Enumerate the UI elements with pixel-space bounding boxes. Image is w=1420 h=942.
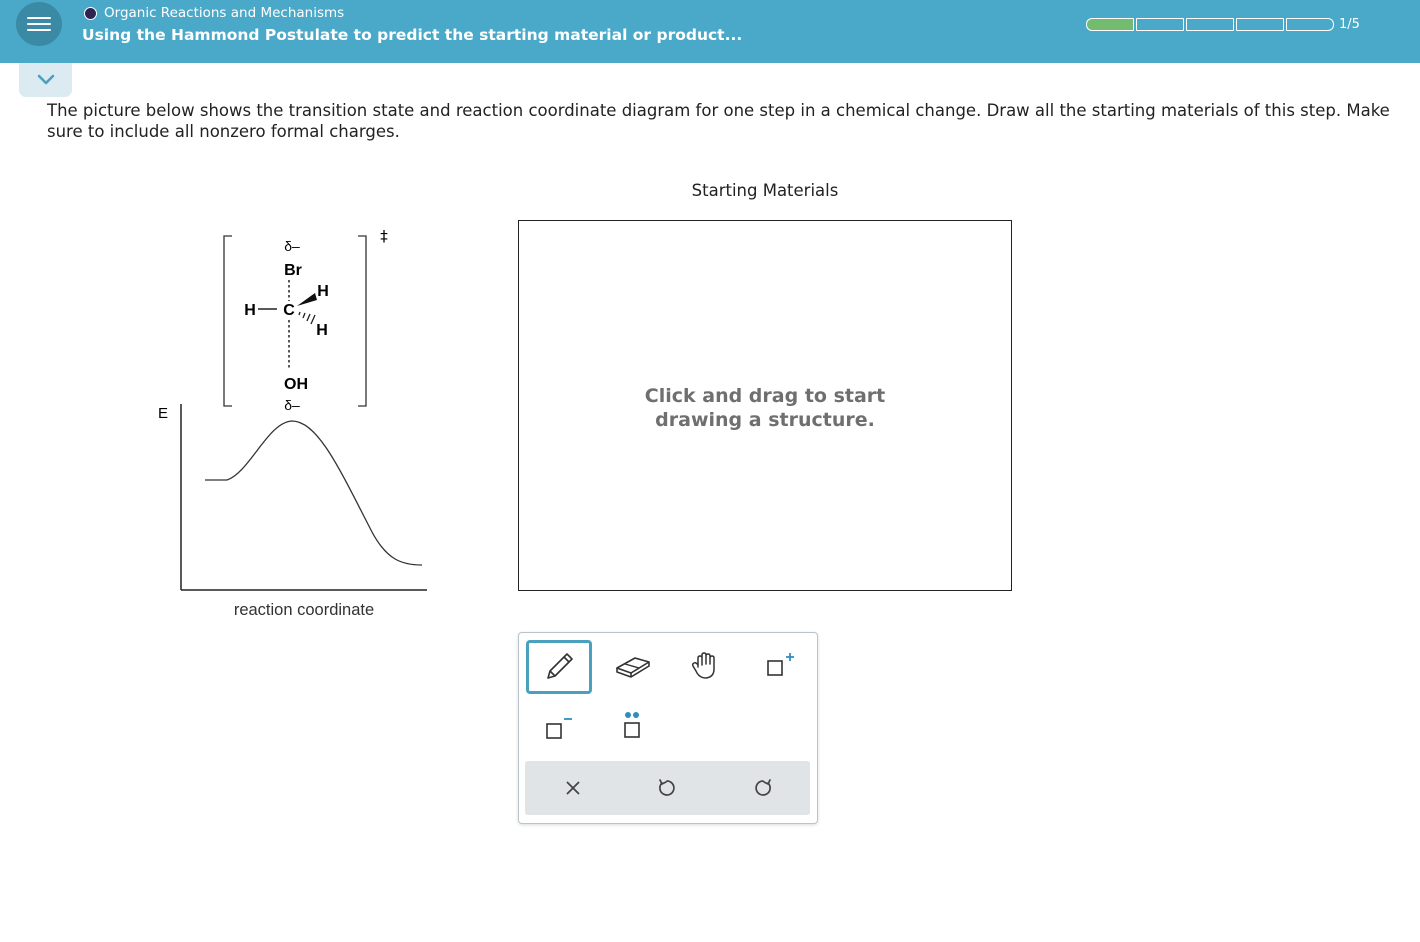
module-status-icon [84, 7, 97, 20]
hint-line-2: drawing a structure. [655, 409, 875, 431]
redo-button[interactable] [739, 768, 787, 808]
hydroxide-group: OH [284, 376, 308, 393]
progress-segment [1086, 18, 1134, 31]
progress-label: 1/5 [1339, 17, 1360, 32]
eraser-icon [613, 651, 653, 681]
delta-bottom: δ– [284, 397, 300, 413]
menu-button[interactable] [16, 2, 62, 46]
positive-charge-icon [761, 651, 795, 681]
chevron-down-icon [36, 74, 56, 86]
x-axis-label: reaction coordinate [233, 601, 375, 619]
collapse-toggle[interactable] [19, 63, 72, 97]
lone-pair-button[interactable] [607, 703, 657, 747]
page-title: Using the Hammond Postulate to predict the starting material or product... [82, 26, 743, 44]
undo-icon [656, 777, 678, 799]
progress-segment [1136, 18, 1184, 31]
progress-bar [1086, 18, 1334, 31]
hash-bond [299, 312, 315, 324]
bromine-atom: Br [284, 262, 302, 279]
hydrogen-left: H [244, 302, 256, 319]
canvas-hint [519, 384, 1011, 432]
wedge-bond [297, 293, 317, 306]
starting-materials-label: Starting Materials [691, 181, 839, 200]
negative-charge-button[interactable] [533, 707, 583, 747]
delta-top: δ– [284, 238, 300, 254]
carbon-atom: C [283, 302, 295, 319]
lone-pair-icon [617, 708, 647, 742]
hydrogen-hash: H [316, 322, 328, 339]
right-bracket [358, 236, 366, 406]
drawing-toolbar [518, 632, 818, 824]
progress-segment [1236, 18, 1284, 31]
undo-button[interactable] [643, 768, 691, 808]
drawing-canvas[interactable] [518, 220, 1012, 591]
dagger-symbol: ‡ [380, 227, 388, 245]
positive-charge-button[interactable] [753, 645, 803, 687]
progress-segment [1186, 18, 1234, 31]
y-axis-label: E [157, 405, 169, 422]
hydrogen-wedge: H [317, 283, 329, 300]
pencil-tool-button[interactable] [526, 640, 592, 694]
hand-tool-button[interactable] [681, 645, 731, 687]
top-bar [0, 0, 1420, 63]
reaction-diagram [150, 220, 450, 630]
energy-curve [205, 421, 422, 565]
hamburger-icon [27, 15, 51, 33]
redo-icon [752, 777, 774, 799]
clear-icon [563, 778, 583, 798]
action-row [525, 761, 810, 815]
question-text: The picture below shows the transition state and reaction coordinate diagram for one step in a chemical change. Draw all the starting materials of this step. Make sure to include all nonzero formal charges. [47, 101, 1390, 141]
progress-segment [1286, 18, 1334, 31]
clear-button[interactable] [549, 768, 597, 808]
breadcrumb [84, 4, 344, 22]
negative-charge-icon [541, 712, 575, 742]
left-bracket [224, 236, 232, 406]
module-name: Organic Reactions and Mechanisms [104, 5, 345, 21]
pencil-icon [541, 649, 577, 685]
hint-line-1: Click and drag to start [644, 385, 886, 407]
hand-icon [690, 649, 722, 683]
eraser-tool-button[interactable] [607, 645, 659, 687]
